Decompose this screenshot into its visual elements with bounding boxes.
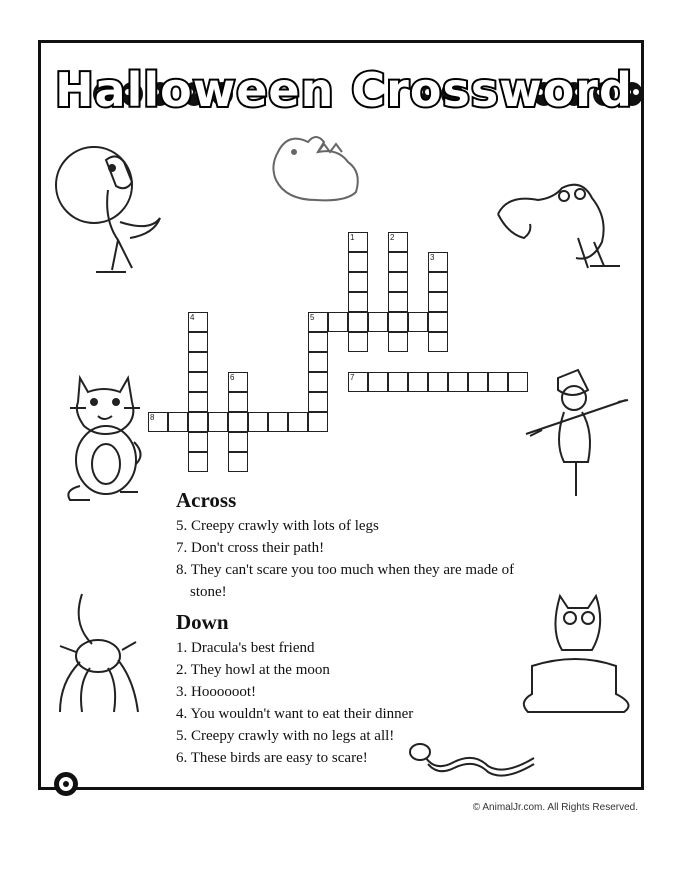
crossword-cell[interactable] (288, 412, 308, 432)
crossword-cell[interactable] (388, 292, 408, 312)
crossword-cell[interactable] (368, 372, 388, 392)
crossword-cell[interactable] (348, 312, 368, 332)
clue-number: 5 (310, 313, 315, 322)
spider-icon (52, 590, 142, 720)
vulture-icon (494, 168, 634, 278)
crossword-cell[interactable] (488, 372, 508, 392)
crossword-cell[interactable] (308, 332, 328, 352)
cat-icon (60, 368, 150, 503)
crossword-cell[interactable] (308, 412, 328, 432)
crossword-cell[interactable] (388, 332, 408, 352)
crossword-cell[interactable] (208, 412, 228, 432)
crossword-cell[interactable] (228, 392, 248, 412)
logo-sun-icon (50, 768, 82, 800)
across-heading: Across (176, 488, 237, 512)
across-clue-8: 8. They can't scare you too much when they are made of stone! (176, 562, 515, 600)
wolf-icon (46, 140, 176, 280)
crossword-cell[interactable] (388, 312, 408, 332)
title-text: Halloween Crossword (55, 63, 633, 116)
across-clue-7: 7. Don't cross their path! (176, 540, 325, 556)
copyright-footer: © AnimalJr.com. All Rights Reserved. (472, 802, 638, 813)
crossword-cell[interactable] (348, 292, 368, 312)
crossword-cell[interactable] (228, 452, 248, 472)
down-clue-3: 3. Hoooooot! (176, 684, 256, 700)
snake-icon (406, 738, 538, 778)
crossword-cell[interactable] (188, 372, 208, 392)
crossword-cell[interactable] (268, 412, 288, 432)
clue-number: 4 (190, 313, 195, 322)
clue-number: 8 (150, 413, 155, 422)
crossword-cell[interactable] (248, 412, 268, 432)
down-heading: Down (176, 610, 229, 634)
crossword-cell[interactable] (228, 412, 248, 432)
crossword-cell[interactable] (348, 252, 368, 272)
crossword-cell[interactable] (428, 372, 448, 392)
crossword-cell[interactable] (188, 392, 208, 412)
crossword-cell[interactable] (188, 452, 208, 472)
crossword-cell[interactable] (328, 312, 348, 332)
down-clue-6: 6. These birds are easy to scare! (176, 750, 368, 766)
crossword-cell[interactable] (348, 332, 368, 352)
clue-number: 3 (430, 253, 435, 262)
crossword-cell[interactable] (428, 292, 448, 312)
down-clue-2: 2. They howl at the moon (176, 662, 330, 678)
down-clue-1: 1. Dracula's best friend (176, 640, 315, 656)
crossword-cell[interactable] (408, 312, 428, 332)
crossword-cell[interactable] (388, 372, 408, 392)
crossword-cell[interactable] (428, 312, 448, 332)
down-clue-4: 4. You wouldn't want to eat their dinner (176, 706, 414, 722)
crossword-cell[interactable] (428, 332, 448, 352)
crossword-cell[interactable] (308, 392, 328, 412)
dragon-icon (268, 122, 368, 212)
crossword-cell[interactable] (368, 312, 388, 332)
crossword-cell[interactable] (388, 252, 408, 272)
crossword-cell[interactable] (308, 352, 328, 372)
scarecrow-icon (522, 368, 634, 498)
owl-icon (522, 590, 632, 720)
crossword-cell[interactable] (468, 372, 488, 392)
clue-number: 1 (350, 233, 355, 242)
crossword-cell[interactable] (188, 352, 208, 372)
crossword-cell[interactable] (308, 372, 328, 392)
crossword-cell[interactable] (388, 272, 408, 292)
crossword-cell[interactable] (188, 332, 208, 352)
crossword-cell[interactable] (188, 432, 208, 452)
clue-number: 2 (390, 233, 395, 242)
clues-panel (176, 487, 516, 775)
clue-number: 7 (350, 373, 355, 382)
crossword-cell[interactable] (428, 272, 448, 292)
crossword-cell[interactable] (348, 272, 368, 292)
clue-number: 6 (230, 373, 235, 382)
across-clue-5: 5. Creepy crawly with lots of legs (176, 518, 379, 534)
crossword-cell[interactable] (188, 412, 208, 432)
crossword-cell[interactable] (228, 432, 248, 452)
crossword-cell[interactable] (408, 372, 428, 392)
across-list (176, 515, 516, 603)
crossword-cell[interactable] (448, 372, 468, 392)
down-clue-5: 5. Creepy crawly with no legs at all! (176, 728, 395, 744)
crossword-cell[interactable] (168, 412, 188, 432)
